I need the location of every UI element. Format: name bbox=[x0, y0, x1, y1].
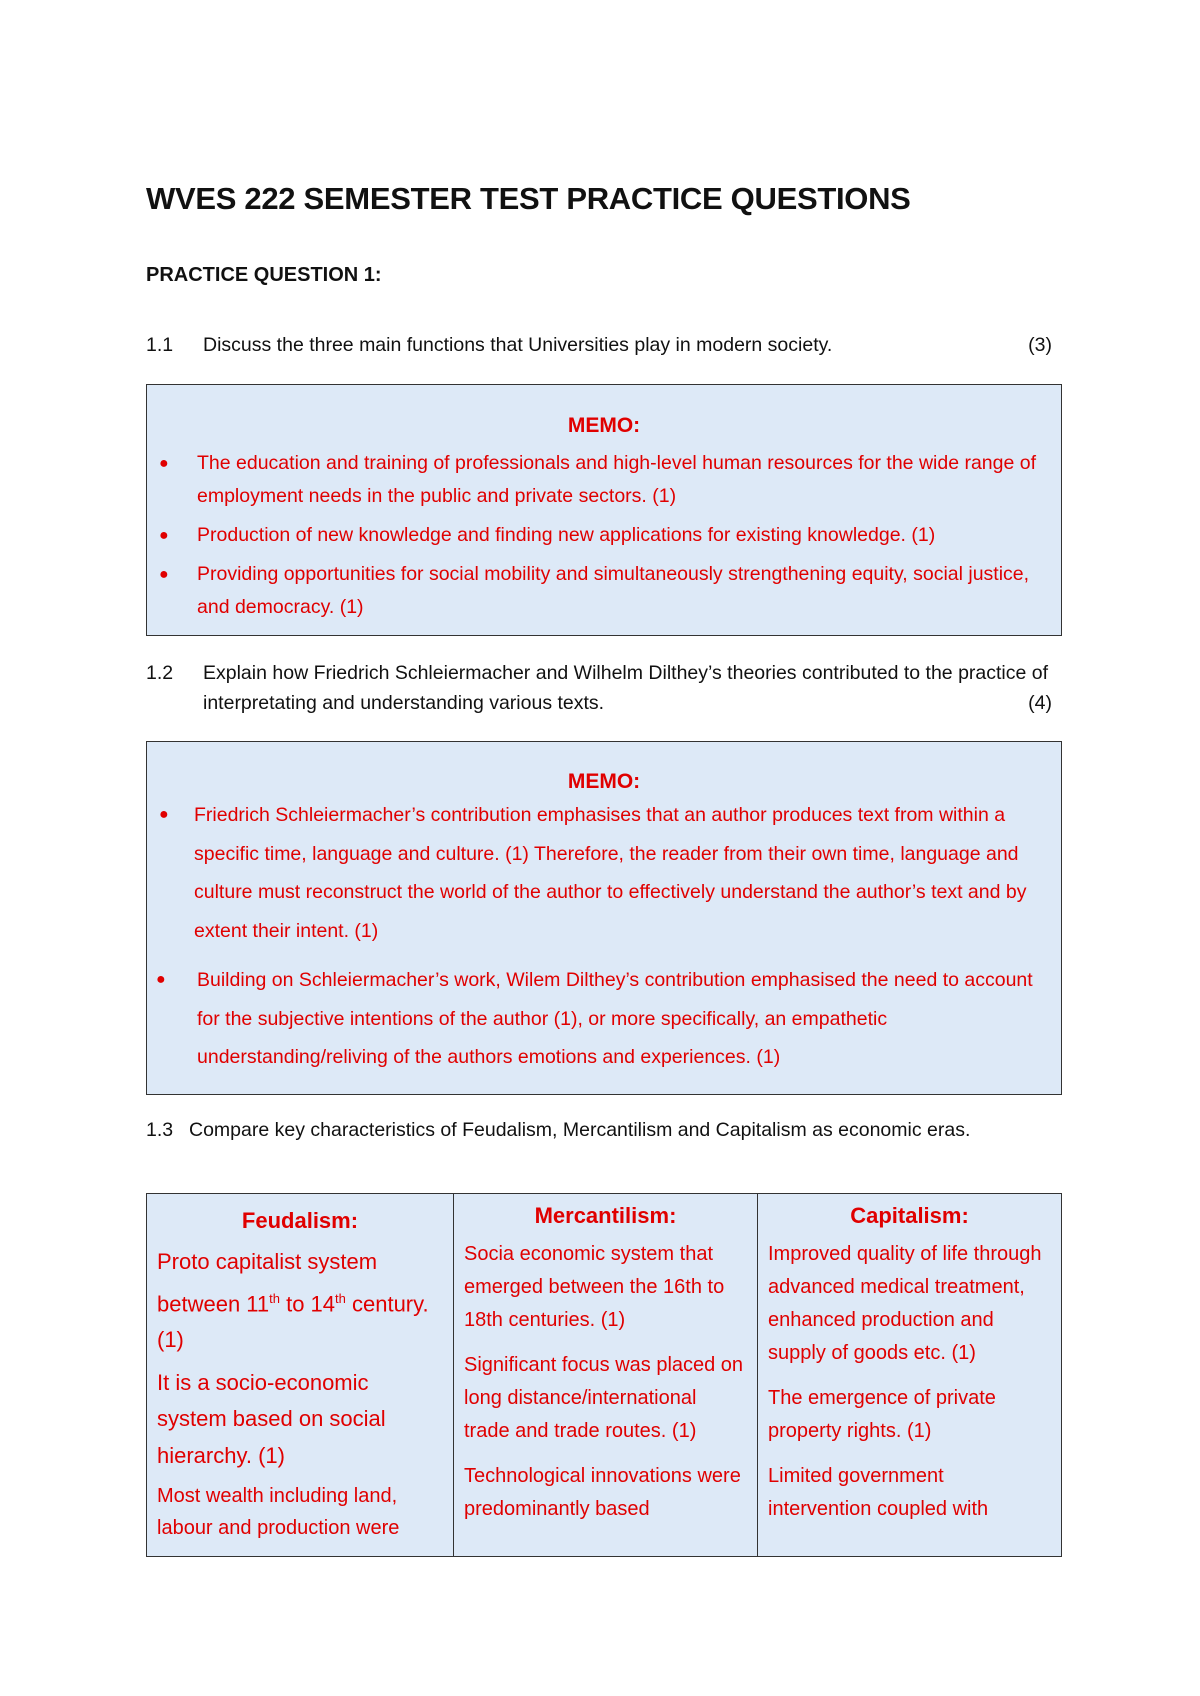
column-point: Proto capitalist system between 11th to 14th century. (1) bbox=[157, 1249, 429, 1353]
feudalism-column bbox=[147, 1194, 453, 1556]
question-marks: (3) bbox=[1028, 334, 1052, 356]
memo-item: ● The education and training of professionals and high-level human resources for the wide range of employment needs in the public and private sectors. (1) bbox=[197, 447, 1039, 513]
memo-item: ● Providing opportunities for social mobility and simultaneously strengthening equity, social justice, and democracy. (1) bbox=[197, 558, 1039, 624]
column-point: Technological innovations were predominantly based bbox=[464, 1465, 741, 1520]
question-marks: (4) bbox=[1028, 692, 1052, 714]
column-point: The emergence of private property rights. (1) bbox=[768, 1387, 996, 1442]
question-number: 1.2 bbox=[146, 662, 174, 684]
mercantilism-column bbox=[453, 1194, 757, 1556]
memo-box-1-1 bbox=[146, 384, 1062, 636]
eras-comparison-table bbox=[146, 1193, 1062, 1557]
question-1-2 bbox=[146, 658, 1064, 718]
page-title: WVES 222 SEMESTER TEST PRACTICE QUESTIONS bbox=[146, 181, 911, 216]
memo-list bbox=[147, 796, 1061, 1077]
memo-item: ● Production of new knowledge and finding new applications for existing knowledge. (1) bbox=[197, 519, 1039, 552]
memo-item: ● Building on Schleiermacher’s work, Wilem Dilthey’s contribution emphasised the need to account for the subjective intentions of the author (1), or more specifically, an empathetic understanding/reliving of the authors emotions and experiences. (1) bbox=[194, 961, 1043, 1077]
column-point: Most wealth including land, labour and production were bbox=[157, 1485, 400, 1540]
memo-box-1-2 bbox=[146, 741, 1062, 1095]
capitalism-column bbox=[757, 1194, 1061, 1556]
column-point: Significant focus was placed on long distance/international trade and trade routes. (1) bbox=[464, 1354, 744, 1442]
column-heading: Capitalism: bbox=[850, 1203, 969, 1228]
section-heading: PRACTICE QUESTION 1: bbox=[146, 264, 382, 286]
question-number: 1.3 bbox=[146, 1119, 174, 1141]
question-text: Explain how Friedrich Schleiermacher and Wilhelm Dilthey’s theories contributed to the practice of interpretating and understanding various texts. (4) bbox=[203, 658, 1064, 718]
memo-title: MEMO: bbox=[567, 770, 641, 793]
memo-title: MEMO: bbox=[567, 414, 641, 437]
bullet-icon: ● bbox=[159, 806, 169, 823]
question-1-3 bbox=[146, 1118, 1064, 1143]
column-point: Socia economic system that emerged between the 16th to 18th centuries. (1) bbox=[464, 1243, 725, 1331]
bullet-icon: ● bbox=[159, 455, 169, 472]
bullet-icon: ● bbox=[159, 527, 169, 544]
column-heading: Feudalism: bbox=[241, 1208, 359, 1233]
column-point: Limited government intervention coupled with bbox=[768, 1465, 989, 1520]
memo-list bbox=[147, 447, 1061, 624]
question-text: Discuss the three main functions that Universities play in modern society. (3) bbox=[203, 330, 1064, 360]
question-number: 1.1 bbox=[146, 334, 174, 356]
bullet-icon: ● bbox=[159, 566, 169, 583]
column-point: It is a socio-economic system based on social hierarchy. (1) bbox=[157, 1369, 386, 1468]
column-heading: Mercantilism: bbox=[534, 1203, 677, 1228]
question-1-1 bbox=[146, 330, 1064, 360]
memo-item: ● Friedrich Schleiermacher’s contribution emphasises that an author produces text from within a specific time, language and culture. (1) Therefore, the reader from their own time, language and culture must reconstruct the world of the author to effectively understand the author’s text and by extent their intent. (1) bbox=[194, 796, 1043, 950]
question-text: Compare key characteristics of Feudalism, Mercantilism and Capitalism as economic eras. bbox=[189, 1119, 971, 1141]
column-point: Improved quality of life through advanced medical treatment, enhanced production and supply of goods etc. (1) bbox=[768, 1243, 1042, 1364]
bullet-icon: ● bbox=[156, 971, 166, 988]
